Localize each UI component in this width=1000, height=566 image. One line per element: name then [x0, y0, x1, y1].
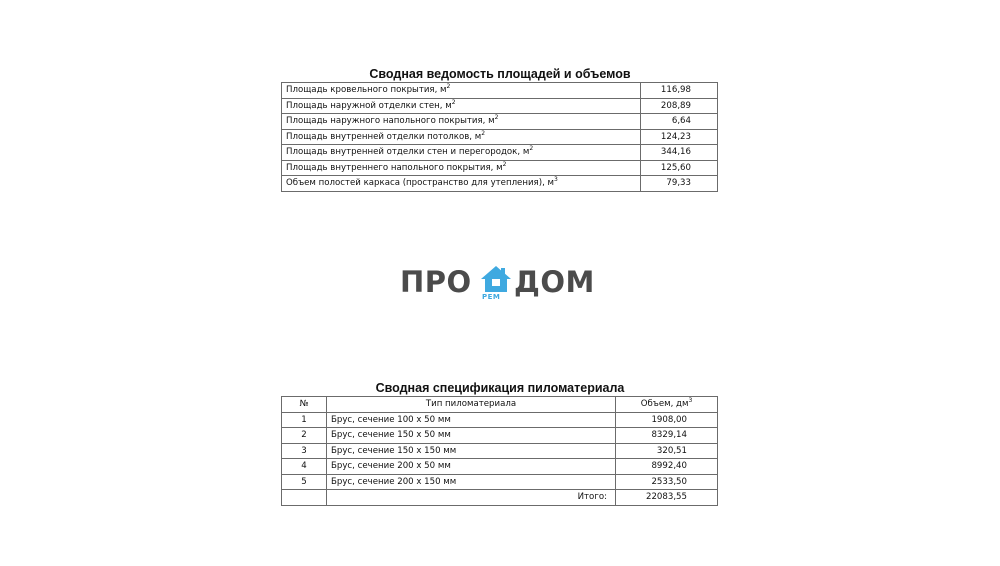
logo-text-right: ДОМ	[514, 265, 595, 299]
area-value: 124,23	[641, 129, 718, 145]
area-name-text: Площадь наружной отделки стен, м	[286, 100, 452, 111]
area-name-text: Площадь внутренней отделки потолков, м	[286, 131, 482, 142]
table-row	[282, 129, 718, 145]
table-row	[282, 145, 718, 161]
area-name	[282, 114, 641, 130]
total-empty-cell	[282, 490, 327, 506]
area-value: 125,60	[641, 160, 718, 176]
total-value: 22083,55	[616, 490, 718, 506]
table-row	[282, 443, 718, 459]
row-volume: 320,51	[616, 443, 718, 459]
area-name	[282, 83, 641, 99]
table-total-row	[282, 490, 718, 506]
row-volume: 2533,50	[616, 474, 718, 490]
row-volume: 8992,40	[616, 459, 718, 475]
unit-exponent: 2	[446, 83, 451, 91]
table-row	[282, 114, 718, 130]
area-name-text: Объем полостей каркаса (пространство для утепления), м	[286, 178, 555, 188]
row-volume: 1908,00	[616, 412, 718, 428]
area-value: 208,89	[641, 98, 718, 114]
area-name	[282, 98, 641, 114]
table-row	[282, 98, 718, 114]
row-num: 2	[282, 428, 327, 444]
area-value: 344,16	[641, 145, 718, 161]
table-row	[282, 459, 718, 475]
row-num: 3	[282, 443, 327, 459]
area-name	[282, 176, 641, 192]
area-value: 79,33	[641, 176, 718, 192]
header-num: №	[282, 397, 327, 413]
area-name	[282, 129, 641, 145]
table-row	[282, 160, 718, 176]
logo-subtext: РЕМ	[482, 293, 501, 301]
table-header-row	[282, 397, 718, 413]
row-type: Брус, сечение 100 х 50 мм	[327, 412, 616, 428]
table-row	[282, 83, 718, 99]
area-value: 6,64	[641, 114, 718, 130]
header-volume	[616, 397, 718, 413]
row-type: Брус, сечение 150 х 150 мм	[327, 443, 616, 459]
area-name-text: Площадь внутреннего напольного покрытия, м	[286, 162, 503, 173]
header-volume-text: Объем, дм	[640, 399, 689, 409]
house-icon	[480, 264, 512, 296]
header-type: Тип пиломатериала	[327, 397, 616, 413]
unit-exponent: 2	[494, 114, 499, 122]
area-name-text: Площадь наружного напольного покрытия, м	[286, 116, 495, 126]
unit-exponent: 2	[529, 145, 534, 153]
area-name-text: Площадь кровельного покрытия, м	[286, 85, 447, 95]
row-num: 5	[282, 474, 327, 490]
area-name	[282, 145, 641, 161]
row-type: Брус, сечение 150 х 50 мм	[327, 428, 616, 444]
unit-exponent: 3	[554, 176, 558, 184]
unit-exponent: 2	[481, 129, 486, 137]
area-value: 116,98	[641, 83, 718, 99]
table-row	[282, 474, 718, 490]
area-name	[282, 160, 641, 176]
unit-exponent: 3	[688, 397, 693, 405]
unit-exponent: 2	[502, 160, 507, 168]
spec-title: Сводная спецификация пиломатериала	[375, 381, 625, 395]
row-volume: 8329,14	[616, 428, 718, 444]
areas-title: Сводная ведомость площадей и объемов	[369, 67, 631, 81]
row-type: Брус, сечение 200 х 50 мм	[327, 459, 616, 475]
spec-table	[281, 396, 718, 506]
unit-exponent: 2	[451, 98, 456, 106]
row-type: Брус, сечение 200 х 150 мм	[327, 474, 616, 490]
logo-text-left: ПРО	[400, 265, 472, 299]
areas-table	[281, 82, 718, 192]
row-num: 4	[282, 459, 327, 475]
logo	[400, 264, 600, 304]
row-num: 1	[282, 412, 327, 428]
table-row	[282, 176, 718, 192]
area-name-text: Площадь внутренней отделки стен и перегородок, м	[286, 147, 530, 157]
table-row	[282, 428, 718, 444]
total-label: Итого:	[327, 490, 616, 506]
table-row	[282, 412, 718, 428]
